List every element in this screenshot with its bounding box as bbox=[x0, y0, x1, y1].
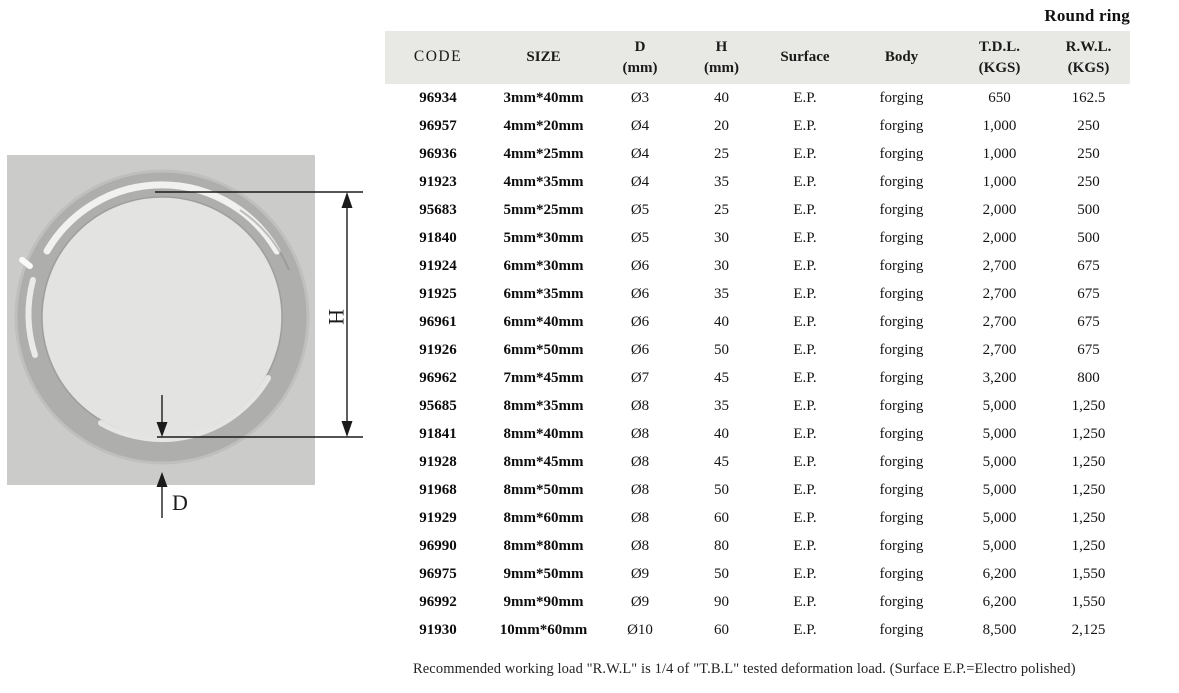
table-cell: 6mm*30mm bbox=[503, 257, 584, 274]
table-cell: E.P. bbox=[793, 593, 817, 610]
table-cell: 1,000 bbox=[982, 117, 1017, 134]
table-cell: 5,000 bbox=[982, 481, 1017, 498]
table-cell: Ø4 bbox=[630, 173, 650, 190]
table-cell: Ø4 bbox=[630, 117, 650, 134]
table-cell: forging bbox=[879, 593, 924, 610]
table-cell: Ø5 bbox=[630, 201, 650, 218]
column-header-rwl: R.W.L. (KGS) bbox=[1047, 31, 1130, 84]
table-cell: Ø8 bbox=[630, 509, 650, 526]
table-cell: forging bbox=[879, 173, 924, 190]
table-cell: 35 bbox=[714, 285, 729, 302]
table-cell: 91929 bbox=[419, 509, 457, 526]
table-cell: forging bbox=[879, 341, 924, 358]
table-cell: Ø6 bbox=[630, 285, 650, 302]
table-cell: E.P. bbox=[793, 565, 817, 582]
table-cell: 1,250 bbox=[1071, 509, 1106, 526]
table-cell: 500 bbox=[1077, 201, 1100, 218]
table-cell: 5,000 bbox=[982, 397, 1017, 414]
table-cell: 90 bbox=[714, 593, 729, 610]
table-cell: 4mm*25mm bbox=[503, 145, 584, 162]
table-cell: 6,200 bbox=[982, 565, 1017, 582]
table-cell: Ø6 bbox=[630, 257, 650, 274]
table-cell: 45 bbox=[714, 453, 729, 470]
table-cell: 96961 bbox=[419, 313, 457, 330]
table-row bbox=[385, 504, 1130, 532]
table-row bbox=[385, 112, 1130, 140]
table-cell: 8mm*60mm bbox=[503, 509, 584, 526]
table-cell: 675 bbox=[1077, 313, 1100, 330]
table-cell: 500 bbox=[1077, 229, 1100, 246]
table-cell: E.P. bbox=[793, 117, 817, 134]
table-cell: 30 bbox=[714, 229, 729, 246]
table-cell: forging bbox=[879, 285, 924, 302]
table-row bbox=[385, 336, 1130, 364]
table-cell: 4mm*35mm bbox=[503, 173, 584, 190]
table-cell: E.P. bbox=[793, 481, 817, 498]
table-cell: 800 bbox=[1077, 369, 1100, 386]
table-cell: 50 bbox=[714, 481, 729, 498]
table-row bbox=[385, 224, 1130, 252]
table-cell: 91926 bbox=[419, 341, 457, 358]
table-cell: Ø9 bbox=[630, 565, 650, 582]
table-cell: 5mm*25mm bbox=[503, 201, 584, 218]
table-cell: 3,200 bbox=[982, 369, 1017, 386]
table-cell: 250 bbox=[1077, 145, 1100, 162]
table-cell: 30 bbox=[714, 257, 729, 274]
table-cell: forging bbox=[879, 201, 924, 218]
table-cell: 50 bbox=[714, 565, 729, 582]
table-cell: 91924 bbox=[419, 257, 457, 274]
table-cell: forging bbox=[879, 257, 924, 274]
table-cell: 45 bbox=[714, 369, 729, 386]
column-header-h: H (mm) bbox=[684, 31, 759, 84]
table-cell: E.P. bbox=[793, 369, 817, 386]
table-cell: 2,700 bbox=[982, 341, 1017, 358]
d-dimension-label: D bbox=[172, 490, 188, 515]
table-cell: Ø8 bbox=[630, 453, 650, 470]
table-cell: 35 bbox=[714, 173, 729, 190]
table-row bbox=[385, 448, 1130, 476]
table-cell: 1,250 bbox=[1071, 537, 1106, 554]
table-header bbox=[385, 31, 1130, 84]
header-row bbox=[385, 31, 1130, 84]
table-cell: 250 bbox=[1077, 173, 1100, 190]
table-cell: 1,550 bbox=[1071, 593, 1106, 610]
table-cell: 60 bbox=[714, 621, 729, 638]
spec-table bbox=[385, 31, 1130, 644]
table-cell: forging bbox=[879, 145, 924, 162]
h-dimension-label: H bbox=[323, 309, 349, 325]
table-cell: Ø8 bbox=[630, 537, 650, 554]
table-cell: 10mm*60mm bbox=[499, 621, 588, 638]
table-cell: 96975 bbox=[419, 565, 457, 582]
table-row bbox=[385, 168, 1130, 196]
table-cell: 95683 bbox=[419, 201, 457, 218]
table-cell: E.P. bbox=[793, 425, 817, 442]
table-cell: 25 bbox=[714, 201, 729, 218]
table-cell: 95685 bbox=[419, 397, 457, 414]
table-cell: 9mm*90mm bbox=[503, 593, 584, 610]
table-cell: 40 bbox=[714, 89, 729, 106]
table-cell: 6,200 bbox=[982, 593, 1017, 610]
table-cell: 8mm*40mm bbox=[503, 425, 584, 442]
table-cell: 675 bbox=[1077, 285, 1100, 302]
ring-photo-diagram bbox=[0, 140, 400, 570]
table-cell: 4mm*20mm bbox=[503, 117, 584, 134]
table-row bbox=[385, 616, 1130, 644]
table-row bbox=[385, 140, 1130, 168]
table-cell: Ø3 bbox=[630, 89, 650, 106]
table-row bbox=[385, 280, 1130, 308]
column-header-code: CODE bbox=[385, 31, 491, 84]
table-cell: forging bbox=[879, 481, 924, 498]
table-cell: 96962 bbox=[419, 369, 457, 386]
table-cell: forging bbox=[879, 117, 924, 134]
table-cell: 650 bbox=[988, 89, 1011, 106]
table-cell: 35 bbox=[714, 397, 729, 414]
table-cell: Ø10 bbox=[627, 621, 653, 638]
table-cell: 1,250 bbox=[1071, 425, 1106, 442]
table-cell: 8mm*50mm bbox=[503, 481, 584, 498]
table-row bbox=[385, 588, 1130, 616]
table-cell: 91930 bbox=[419, 621, 457, 638]
ring-photo-canvas bbox=[0, 140, 400, 570]
table-cell: 250 bbox=[1077, 117, 1100, 134]
table-cell: 6mm*50mm bbox=[503, 341, 584, 358]
table-cell: 5mm*30mm bbox=[503, 229, 584, 246]
table-cell: 1,250 bbox=[1071, 481, 1106, 498]
table-cell: 1,000 bbox=[982, 145, 1017, 162]
footnote: Recommended working load "R.W.L" is 1/4 of "T.B.L" tested deformation load. (Surface E.P.=Electro polished) bbox=[413, 661, 1076, 677]
table-cell: Ø8 bbox=[630, 425, 650, 442]
table-cell: 91928 bbox=[419, 453, 457, 470]
table-cell: Ø6 bbox=[630, 313, 650, 330]
table-cell: 50 bbox=[714, 341, 729, 358]
table-cell: E.P. bbox=[793, 537, 817, 554]
table-row bbox=[385, 308, 1130, 336]
table-cell: 5,000 bbox=[982, 509, 1017, 526]
table-row bbox=[385, 532, 1130, 560]
table-cell: E.P. bbox=[793, 453, 817, 470]
table-cell: 6mm*40mm bbox=[503, 313, 584, 330]
table-cell: 1,550 bbox=[1071, 565, 1106, 582]
table-cell: 1,250 bbox=[1071, 397, 1106, 414]
table-cell: 25 bbox=[714, 145, 729, 162]
table-cell: forging bbox=[879, 537, 924, 554]
table-row bbox=[385, 392, 1130, 420]
table-cell: Ø8 bbox=[630, 397, 650, 414]
table-row bbox=[385, 196, 1130, 224]
table-cell: 8mm*35mm bbox=[503, 397, 584, 414]
table-cell: 40 bbox=[714, 313, 729, 330]
table-cell: 96990 bbox=[419, 537, 457, 554]
table-cell: 2,700 bbox=[982, 285, 1017, 302]
table-cell: 96992 bbox=[419, 593, 457, 610]
column-header-body: Body bbox=[851, 31, 952, 84]
table-cell: 96936 bbox=[419, 145, 457, 162]
table-cell: 9mm*50mm bbox=[503, 565, 584, 582]
table-cell: 80 bbox=[714, 537, 729, 554]
column-header-d: D (mm) bbox=[596, 31, 684, 84]
table-cell: 1,250 bbox=[1071, 453, 1106, 470]
table-cell: forging bbox=[879, 621, 924, 638]
table-cell: E.P. bbox=[793, 509, 817, 526]
table-cell: forging bbox=[879, 397, 924, 414]
table-cell: forging bbox=[879, 369, 924, 386]
table-cell: 2,700 bbox=[982, 313, 1017, 330]
table-row bbox=[385, 420, 1130, 448]
table-cell: 96957 bbox=[419, 117, 457, 134]
table-cell: forging bbox=[879, 425, 924, 442]
table-cell: Ø7 bbox=[630, 369, 650, 386]
table-cell: E.P. bbox=[793, 201, 817, 218]
table-cell: forging bbox=[879, 453, 924, 470]
table-cell: 8,500 bbox=[982, 621, 1017, 638]
table-cell: 2,000 bbox=[982, 229, 1017, 246]
table-cell: 5,000 bbox=[982, 537, 1017, 554]
table-cell: 20 bbox=[714, 117, 729, 134]
table-cell: 60 bbox=[714, 509, 729, 526]
table-body bbox=[385, 84, 1130, 644]
table-cell: E.P. bbox=[793, 397, 817, 414]
table-cell: Ø5 bbox=[630, 229, 650, 246]
table-cell: E.P. bbox=[793, 229, 817, 246]
table-cell: 1,000 bbox=[982, 173, 1017, 190]
table-cell: 8mm*45mm bbox=[503, 453, 584, 470]
table-cell: E.P. bbox=[793, 145, 817, 162]
table-cell: 162.5 bbox=[1071, 89, 1106, 106]
table-cell: forging bbox=[879, 565, 924, 582]
table-row bbox=[385, 84, 1130, 112]
page-title: Round ring bbox=[1044, 6, 1130, 25]
table-row bbox=[385, 560, 1130, 588]
table-cell: forging bbox=[879, 89, 924, 106]
column-header-tdl: T.D.L. (KGS) bbox=[952, 31, 1047, 84]
table-cell: 675 bbox=[1077, 257, 1100, 274]
table-cell: 7mm*45mm bbox=[503, 369, 584, 386]
table-cell: E.P. bbox=[793, 313, 817, 330]
table-cell: E.P. bbox=[793, 89, 817, 106]
table-cell: E.P. bbox=[793, 341, 817, 358]
table-cell: E.P. bbox=[793, 173, 817, 190]
table-cell: forging bbox=[879, 229, 924, 246]
table-cell: Ø6 bbox=[630, 341, 650, 358]
table-cell: 91925 bbox=[419, 285, 457, 302]
column-header-surface: Surface bbox=[759, 31, 851, 84]
table-cell: 2,125 bbox=[1071, 621, 1106, 638]
table-cell: 91840 bbox=[419, 229, 457, 246]
table-cell: Ø8 bbox=[630, 481, 650, 498]
table-cell: 96934 bbox=[419, 89, 457, 106]
table-cell: 91968 bbox=[419, 481, 457, 498]
table-cell: 91923 bbox=[419, 173, 457, 190]
table-cell: 91841 bbox=[419, 425, 457, 442]
table-cell: 2,000 bbox=[982, 201, 1017, 218]
table-cell: 675 bbox=[1077, 341, 1100, 358]
table-cell: 3mm*40mm bbox=[503, 89, 584, 106]
table-cell: 2,700 bbox=[982, 257, 1017, 274]
table-row bbox=[385, 476, 1130, 504]
table-cell: E.P. bbox=[793, 257, 817, 274]
column-header-size: SIZE bbox=[491, 31, 596, 84]
table-row bbox=[385, 252, 1130, 280]
table-cell: Ø9 bbox=[630, 593, 650, 610]
table-cell: forging bbox=[879, 313, 924, 330]
table-cell: 8mm*80mm bbox=[503, 537, 584, 554]
table-cell: Ø4 bbox=[630, 145, 650, 162]
table-cell: 6mm*35mm bbox=[503, 285, 584, 302]
table-cell: forging bbox=[879, 509, 924, 526]
table-row bbox=[385, 364, 1130, 392]
table-cell: 5,000 bbox=[982, 425, 1017, 442]
table-cell: 40 bbox=[714, 425, 729, 442]
table-cell: E.P. bbox=[793, 285, 817, 302]
table-cell: E.P. bbox=[793, 621, 817, 638]
table-cell: 5,000 bbox=[982, 453, 1017, 470]
